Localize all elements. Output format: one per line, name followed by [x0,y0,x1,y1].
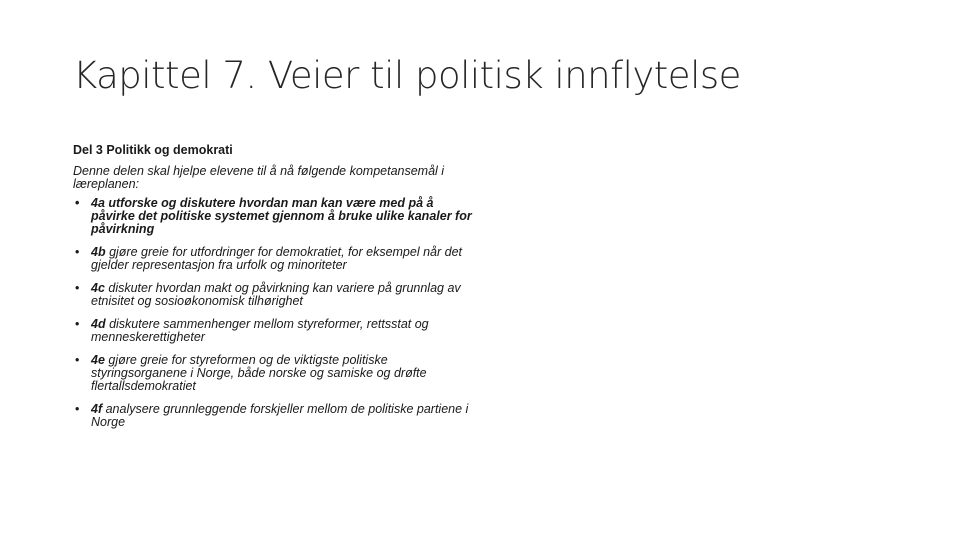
bullet-icon: • [75,245,80,259]
list-item [73,318,473,344]
subheading: Del 3 Politikk og demokrati [73,143,233,157]
goal-text: gjøre greie for styreformen og de viktigste politiske styringsorganene i Norge, både norske og samiske og drøfte flertallsdemokratiet [91,353,427,393]
list-item [73,282,473,308]
goals-list [73,197,473,429]
goal-text: analysere grunnleggende forskjeller mellom de politiske partiene i Norge [91,402,469,429]
bullet-icon: • [75,317,80,331]
goal-text: gjøre greie for utfordringer for demokratiet, for eksempel når det gjelder representasjon fra urfolk og minoriteter [91,245,463,272]
intro-text: Denne delen skal hjelpe elevene til å nå følgende kompetansemål i læreplanen: [73,164,445,191]
slide-title: Kapittel 7. Veier til politisk innflytelse [73,54,741,97]
bullet-icon: • [75,402,80,416]
goal-code: 4d [91,317,106,331]
goal-text: diskutere sammenhenger mellom styreformer, rettsstat og menneskerettigheter [91,317,429,344]
bullet-icon: • [75,353,80,367]
list-item [73,246,473,272]
goal-code: 4e [91,353,105,367]
list-item [73,403,473,429]
bullet-icon: • [75,281,80,295]
goal-code: 4a [91,196,105,210]
bullet-icon: • [75,196,80,210]
goal-code: 4f [91,402,103,416]
goal-text: utforske og diskutere hvordan man kan være med på å påvirke det politiske systemet gjennom å bruke ulike kanaler for påvirkning [91,196,472,236]
goal-code: 4c [91,281,105,295]
list-item [73,354,473,393]
list-item [73,197,473,236]
slide-content [73,144,473,439]
goal-text: diskuter hvordan makt og påvirkning kan variere på grunnlag av etnisitet og sosioøkonomisk tilhørighet [91,281,461,308]
goal-code: 4b [91,245,106,259]
